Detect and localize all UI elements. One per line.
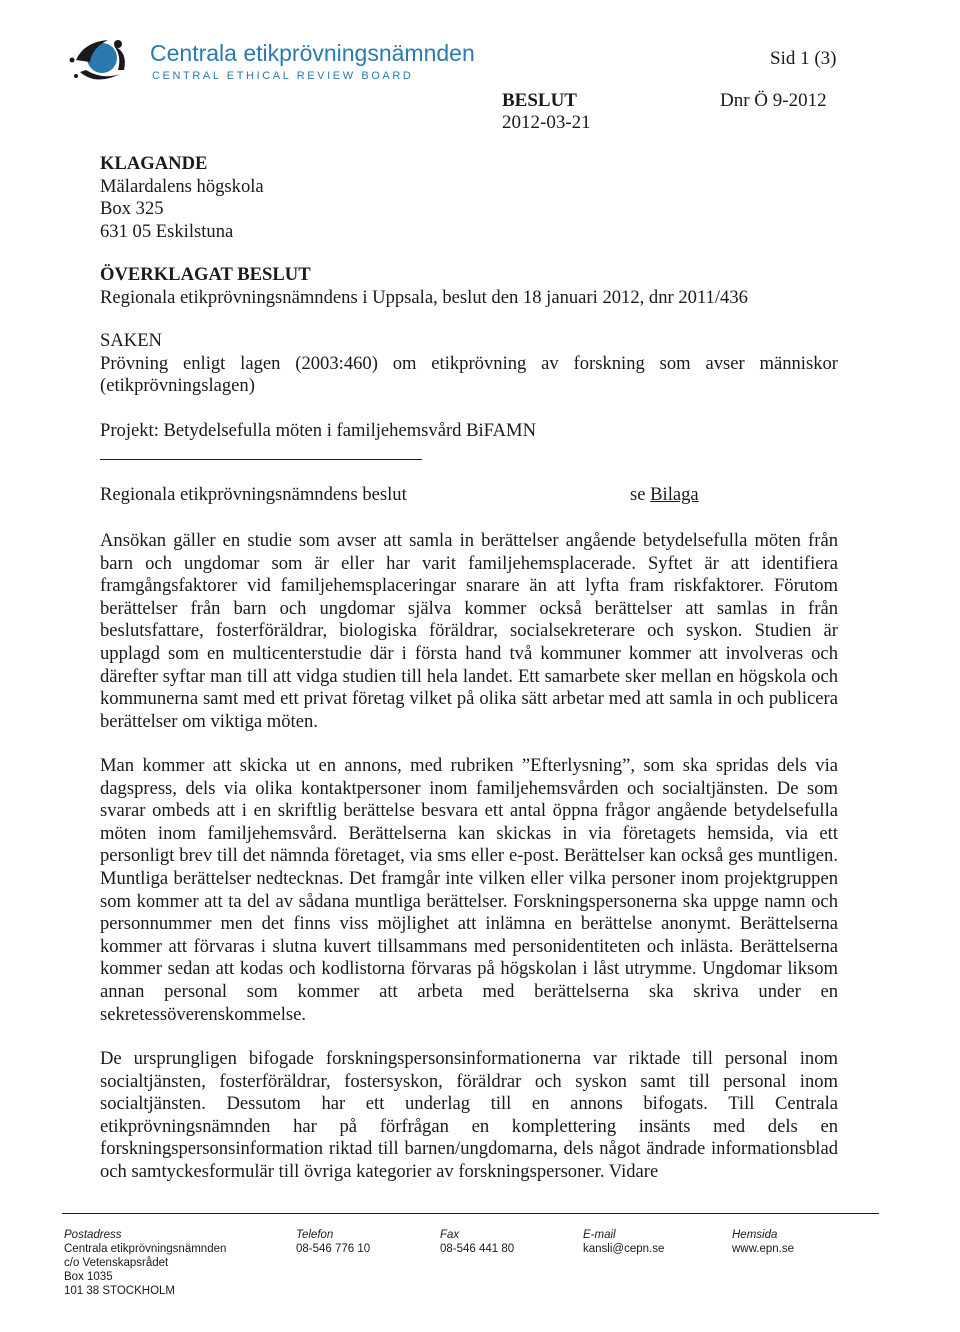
footer-divider	[62, 1213, 879, 1214]
regional-decision-row	[100, 484, 838, 507]
klagande-line: Box 325	[100, 198, 164, 220]
klagande-section	[100, 153, 838, 243]
footer-postadress	[64, 1228, 226, 1298]
paragraph: Ansökan gäller en studie som avser att samla in berättelser angående betydelsefulla möten från barn och ungdomar som är eller har varit familjehemsplacerade. Syftet är att identifiera framgångsfaktorer vid familjehemsplaceringar snarare än att lyfta fram riskfaktorer. Förutom berättelser från barn och ungdomar själva kommer också berättelser att samlas in från beslutsfattare, fosterföräldrar, biologiska föräldrar, socialsekreterare och syskon. Studien är upplagd som en multicenterstudie där i första hand två kommuner kommer att involveras och därefter syftar man till att vidga studien till hela landet. Ett samarbete sker mellan en högskola och kommunerna samt med ett privat företag vilket på olika sätt arbetar med att samla in och publicera berättelser om viktiga möten.	[100, 530, 838, 732]
footer-value: 08-546 441 80	[440, 1243, 515, 1255]
klagande-line: 631 05 Eskilstuna	[100, 220, 234, 242]
footer-telefon	[296, 1228, 370, 1256]
regional-decision-label: Regionala etikprövningsnämndens beslut	[100, 484, 407, 505]
appendix-link[interactable]: Bilaga	[650, 484, 699, 505]
footer-value: c/o Vetenskapsrådet	[64, 1257, 169, 1269]
footer-value: 08-546 776 10	[296, 1243, 371, 1255]
page-number: Sid 1 (3)	[770, 48, 837, 69]
footer-fax	[440, 1228, 514, 1256]
overklagat-heading: ÖVERKLAGAT BESLUT	[100, 264, 311, 285]
klagande-line: Mälardalens högskola	[100, 175, 264, 197]
footer-email	[583, 1228, 664, 1256]
org-name: Centrala etikprövningsnämnden	[150, 40, 475, 66]
footer-value: 101 38 STOCKHOLM	[64, 1285, 176, 1297]
saken-text: Prövning enligt lagen (2003:460) om etikprövning av forskning som avser människor (etikprövningslagen)	[100, 352, 838, 397]
divider	[100, 459, 422, 460]
footer-email-link[interactable]: kansli@cepn.se	[583, 1243, 665, 1255]
paragraph: De ursprungligen bifogade forskningspersonsinformationerna var riktade till personal inom socialtjänsten, fosterföräldrar, fostersyskon, föräldrar och syskon samt till personal inom socialtjänsten. Dessutom har ett underlag till en annons bifogats. Till Centrala etikprövningsnämnden har på förfrågan en komplettering insänts med dels en forskningspersonsinformation riktad till barnen/ungdomarna, dels något ändrade informationsblad och samtyckesformulär till övriga kategorier av forskningspersoner. Vidare	[100, 1048, 838, 1182]
document-date: 2012-03-21	[502, 112, 591, 133]
project-title: Projekt: Betydelsefulla möten i familjehemsvård BiFAMN	[100, 420, 537, 441]
case-number: Dnr Ö 9-2012	[720, 90, 827, 111]
overklagat-text: Regionala etikprövningsnämndens i Uppsala, beslut den 18 januari 2012, dnr 2011/436	[100, 286, 748, 308]
document-type: BESLUT	[502, 90, 577, 111]
klagande-heading: KLAGANDE	[100, 153, 208, 174]
paragraph: Man kommer att skicka ut en annons, med rubriken ”Efterlysning”, som ska spridas dels via dagspress, dels via olika kontaktpersoner inom familjehemsvården och socialtjänsten. De som svarar ombeds att i en skriftlig berättelse besvara ett antal öppna frågor angående betydelsefulla möten inom familjehemsvård. Berättelserna kan skickas in via företagets hemsida, via ett personligt brev till det nämnda företaget, via sms eller e-post. Berättelser kan också ges muntligen. Muntliga berättelser nedtecknas. Det framgår inte vilken eller vilka personer inom projektgruppen som kommer att ta del av sådana muntliga berättelser. Forskningspersonerna ska uppge namn och personnummer men det finns viss möjlighet att inlämna en berättelse anonymt. Berättelserna kommer att förvaras i slutna kuvert tillsammans med personidentiteten och inlästa. Berättelserna kommer sedan att kodas och kodlistorna förvaras på högskolan i låst utrymme. Ungdomar liksom annan personal som kommer att arbeta med berättelserna ska skriva under en sekretessöverenskommelse.	[100, 755, 838, 1025]
footer-website-link[interactable]: www.epn.se	[732, 1243, 795, 1255]
org-subtitle: CENTRAL ETHICAL REVIEW BOARD	[152, 70, 414, 82]
appendix-prefix: se	[630, 484, 651, 505]
overklagat-section	[100, 264, 838, 309]
footer-label: Telefon	[296, 1229, 334, 1241]
saken-section	[100, 330, 838, 398]
footer-value: Box 1035	[64, 1271, 113, 1283]
appendix-reference	[630, 484, 699, 507]
footer-label: Hemsida	[732, 1229, 778, 1241]
cepn-logo	[62, 30, 142, 90]
footer-value: Centrala etikprövningsnämnden	[64, 1243, 227, 1255]
saken-heading: SAKEN	[100, 330, 162, 351]
footer-label: E-mail	[583, 1229, 616, 1241]
footer-label: Postadress	[64, 1229, 122, 1241]
footer-hemsida	[732, 1228, 794, 1256]
footer-label: Fax	[440, 1229, 460, 1241]
